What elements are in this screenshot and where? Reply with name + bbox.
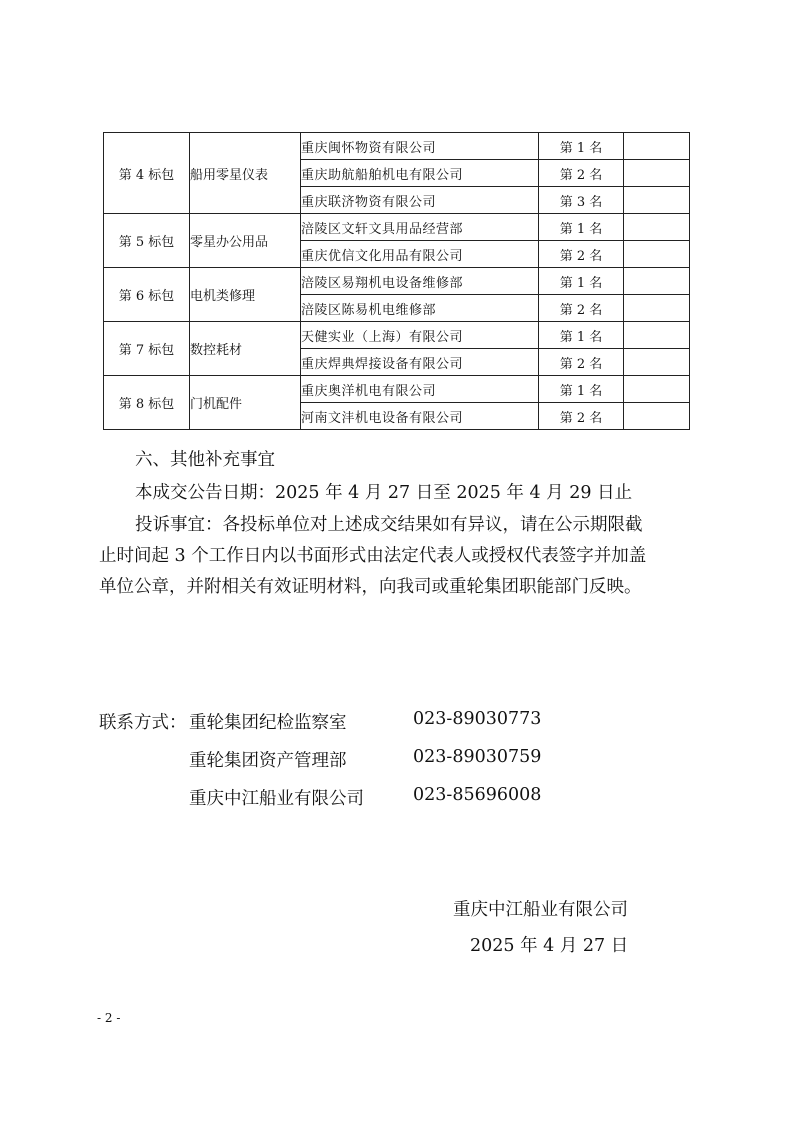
category-cell: 数控耗材	[190, 322, 301, 376]
empty-cell	[624, 295, 690, 322]
contact-phone: 023-89030759	[413, 747, 542, 767]
category-cell: 船用零星仪表	[190, 133, 301, 214]
page-number: - 2 -	[97, 1011, 121, 1025]
rank-cell: 第 2 名	[539, 349, 624, 376]
empty-cell	[624, 133, 690, 160]
rank-cell: 第 1 名	[539, 322, 624, 349]
rank-cell: 第 2 名	[539, 241, 624, 268]
empty-cell	[624, 187, 690, 214]
contact-name: 重轮集团纪检监察室	[189, 713, 347, 733]
rank-cell: 第 1 名	[539, 376, 624, 403]
company-cell: 重庆优信文化用品有限公司	[301, 241, 539, 268]
complaint-paragraph	[99, 510, 659, 603]
company-cell: 涪陵区文轩文具用品经营部	[301, 214, 539, 241]
empty-cell	[624, 241, 690, 268]
rank-cell: 第 1 名	[539, 133, 624, 160]
company-cell: 天健实业（上海）有限公司	[301, 322, 539, 349]
rank-cell: 第 2 名	[539, 295, 624, 322]
announcement-date: 本成交公告日期：2025 年 4 月 27 日至 2025 年 4 月 29 日止	[135, 483, 633, 503]
empty-cell	[624, 376, 690, 403]
empty-cell	[624, 160, 690, 187]
signature-company: 重庆中江船业有限公司	[453, 900, 628, 920]
table-row	[104, 376, 690, 403]
contact-name: 重庆中江船业有限公司	[189, 789, 364, 809]
complaint-text: 投诉事宜：各投标单位对上述成交结果如有异议，请在公示期限截止时间起 3 个工作日内以书面形式由法定代表人或授权代表签字并加盖单位公章，并附相关有效证明材料，向我司或重轮集团职能部门反映。	[99, 515, 647, 597]
rank-cell: 第 2 名	[539, 403, 624, 430]
company-cell: 河南文沣机电设备有限公司	[301, 403, 539, 430]
category-cell: 门机配件	[190, 376, 301, 430]
company-cell: 重庆联济物资有限公司	[301, 187, 539, 214]
rank-cell: 第 1 名	[539, 214, 624, 241]
table-row	[104, 133, 690, 160]
company-cell: 重庆助航船舶机电有限公司	[301, 160, 539, 187]
lot-cell: 第 8 标包	[104, 376, 190, 430]
company-cell: 涪陵区陈易机电维修部	[301, 295, 539, 322]
lot-cell: 第 6 标包	[104, 268, 190, 322]
signature-date: 2025 年 4 月 27 日	[470, 936, 629, 956]
category-cell: 零星办公用品	[190, 214, 301, 268]
company-cell: 重庆焊典焊接设备有限公司	[301, 349, 539, 376]
rank-cell: 第 3 名	[539, 187, 624, 214]
empty-cell	[624, 214, 690, 241]
table-row	[104, 268, 690, 295]
results-table	[103, 132, 690, 430]
company-cell: 重庆闽怀物资有限公司	[301, 133, 539, 160]
company-cell: 涪陵区易翔机电设备维修部	[301, 268, 539, 295]
empty-cell	[624, 403, 690, 430]
contact-name: 重轮集团资产管理部	[189, 751, 347, 771]
empty-cell	[624, 268, 690, 295]
contact-label: 联系方式：	[99, 713, 187, 733]
contact-phone: 023-85696008	[413, 785, 542, 805]
empty-cell	[624, 349, 690, 376]
table-row	[104, 322, 690, 349]
rank-cell: 第 1 名	[539, 268, 624, 295]
table-row	[104, 214, 690, 241]
contact-phone: 023-89030773	[413, 709, 542, 729]
section-heading: 六、其他补充事宜	[135, 450, 275, 470]
lot-cell: 第 7 标包	[104, 322, 190, 376]
company-cell: 重庆奥洋机电有限公司	[301, 376, 539, 403]
lot-cell: 第 5 标包	[104, 214, 190, 268]
empty-cell	[624, 322, 690, 349]
category-cell: 电机类修理	[190, 268, 301, 322]
rank-cell: 第 2 名	[539, 160, 624, 187]
lot-cell: 第 4 标包	[104, 133, 190, 214]
